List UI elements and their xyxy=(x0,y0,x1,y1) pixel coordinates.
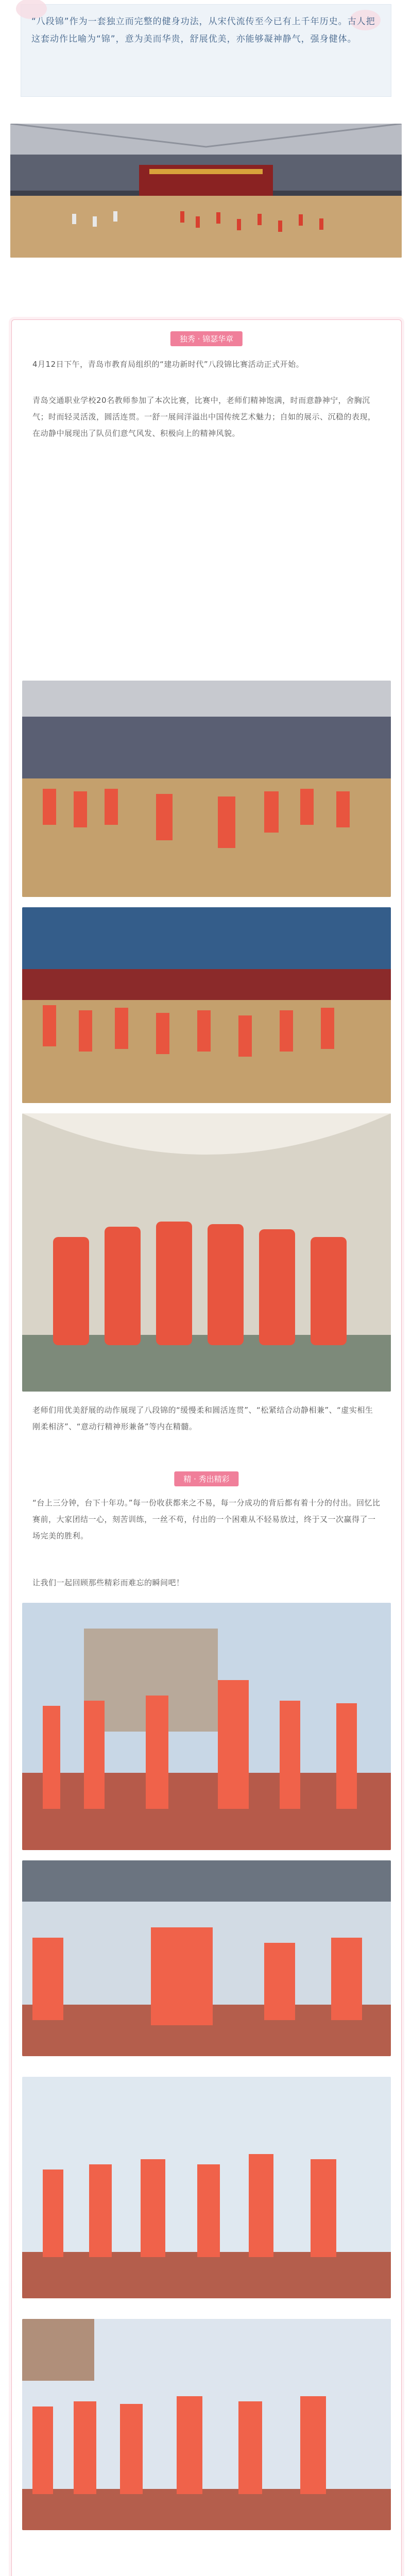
photo-performance-2 xyxy=(22,907,391,1103)
photo-performance-1 xyxy=(22,681,391,897)
paragraph: 老师们用优美舒展的动作展现了八段锦的“缓慢柔和圆活连贯”、“松紧结合动静相兼”、“虚实相生刚柔相济”、“意动行精神形兼备”等内在精髓。 xyxy=(32,1405,373,1431)
section-tag: 独秀 · 锦瑟华章 xyxy=(170,331,243,346)
photo-outdoor-2 xyxy=(22,1860,391,2056)
paragraph: “台上三分钟，台下十年功。”每一份收获都来之不易，每一分成功的背后都有着十分的付出。回忆比赛前，大家团结一心，刻苦训练，一丝不苟，付出的一个困难从不轻易放过，终于又一次赢得了一场完美的胜利。 xyxy=(32,1498,381,1540)
section-tag: 精 · 秀出精彩 xyxy=(174,1471,238,1486)
photo-outdoor-3 xyxy=(22,2077,391,2298)
paragraph: 4月12日下午，青岛市教育局组织的“建功新时代”八段锦比赛活动正式开始。 xyxy=(32,360,304,369)
content-card xyxy=(11,319,402,2576)
paragraph: 让我们一起回顾那些精彩而难忘的瞬间吧！ xyxy=(32,1578,184,1587)
intro-box xyxy=(21,4,391,97)
photo-gym-overview xyxy=(10,124,402,258)
paragraph: 青岛交通职业学校20名教师参加了本次比赛，比赛中，老师们精神饱满，时而意静神宁，舍胸沉气；时而轻灵活泼，圆活连贯。一舒一展间洋溢出中国传统艺术魅力；自如的展示、沉稳的表现，在动静中展现出了队员们意气风发、积极向上的精神风貌。 xyxy=(32,396,376,438)
intro-text: “八段锦”作为一套独立而完整的健身功法，从宋代流传至今已有上千年历史。古人把这套动作比喻为“锦”，意为美而华贵，舒展优美，亦能够凝神静气，强身健体。 xyxy=(31,16,375,44)
photo-group xyxy=(22,1113,391,1392)
photo-outdoor-1 xyxy=(22,1603,391,1850)
photo-outdoor-4 xyxy=(22,2319,391,2530)
